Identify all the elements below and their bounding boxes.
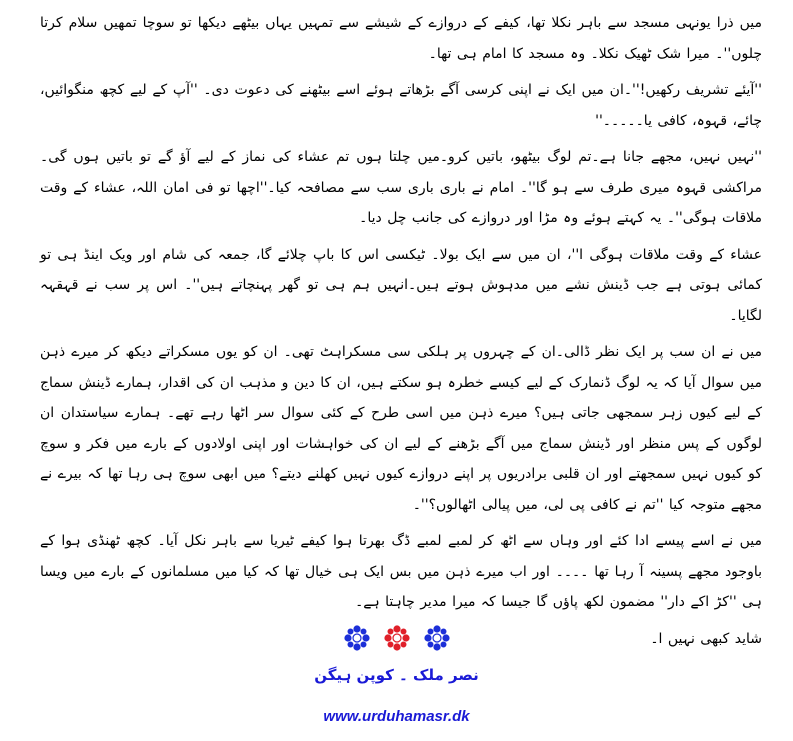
blue-star-ornament-icon [424,625,450,651]
paragraph-1: میں ذرا یونہی مسجد سے باہر نکلا تھا، کیفے کے دروازے کے شیشے سے تمہیں یہاں بیٹھے دیکھا تو سوچا تمھیں سلام کرتا چلوں''۔ میرا شک ٹھیک نکلا۔ وہ مسجد کا امام ہی تھا۔ [40,15,762,62]
paragraph-7: شاید کبھی نہیں ا۔ [650,630,762,647]
paragraph-2: ''آیئے تشریف رکھیں!''۔ان میں ایک نے اپنی کرسی آگے بڑھاتے ہوئے اسے بیٹھنے کی دعوت دی۔ ''آپ کے لیے کچھ منگوائیں، چائے، قہوہ، کافی یا۔۔۔۔۔'' [40,82,762,129]
paragraph-5: میں نے ان سب پر ایک نظر ڈالی۔ان کے چہروں پر ہلکی سی مسکراہٹ تھی۔ ان کو یوں مسکراتے دیکھ کر میرے ذہن میں سوال آیا کہ یہ لوگ ڈنمارک کے لیے کیسے خطرہ ہو سکتے ہیں، ان کا دین و مذہب ان کی اقدار، ہمارے ڈینش سماج کے لیے کیوں زہر سمجھی جاتی ہیں؟ میرے ذہن میں اسی طرح کے کئی سوال سر اٹھا رہے تھے۔ ہمارے سیاستدان ان لوگوں کے پس منظر اور ڈینش سماج میں آگے بڑھنے کے لیے ان کی خواہشات اور اپنی اولادوں کے بارے میں فکر و سوچ کو کیوں نہیں سمجھتے اور ان قلبی برادریوں پر اپنے دروازے کیوں نہیں کھلنے دیتے؟ میں ابھی سوچ ہی رہا تھا کہ بیرے نے مجھے متوجہ کیا ''تم نے کافی پی لی، میں پیالی اٹھالوں؟''۔ [40,344,762,513]
paragraph-4: عشاء کے وقت ملاقات ہوگی ا''، ان میں سے ایک بولا۔ ٹیکسی اس کا باپ چلائے گا، جمعہ کی شام اور ویک اینڈ ہی تو کمائی ہوتی ہے جب ڈینش نشے میں مدہوش ہوتے ہیں۔انہیں ہم ہی تو گھر پہنچاتے ہیں''۔ اس پر سب نے قہقہہ لگایا۔ [40,246,762,324]
author-signature: نصر ملک ۔ کوپن ہیگن [314,666,479,684]
website-link[interactable]: www.urduhamasr.dk [323,708,470,725]
red-star-ornament-icon [384,625,410,651]
story-body [40,8,762,660]
blue-star-ornament-icon [344,625,370,651]
ornament-divider [0,625,793,655]
website-link-container [0,708,793,725]
paragraph-6: میں نے اسے پیسے ادا کئے اور وہاں سے اٹھ کر لمبے لمبے ڈگ بھرتا ہوا کیفے ٹیریا سے باہر نکل آیا۔ کچھ ٹھنڈی ہوا کے باوجود مجھے پسینہ آ رہا تھا ۔۔۔۔ اور اب میرے ذہن میں بس ایک ہی خیال تھا کہ کیا میں مسلمانوں کے بارے میں ویسا ہی ''کڑ اکے دار'' مضمون لکھ پاؤں گا جیسا کہ میرا مدیر چاہتا ہے۔ [40,533,762,610]
paragraph-3: ''نہیں نہیں، مجھے جانا ہے۔تم لوگ بیٹھو، باتیں کرو۔میں چلتا ہوں تم عشاء کی نماز کے لیے آؤ گے تو باتیں ہوں گی۔مراکشی قہوہ میری طرف سے ہو گا''۔ امام نے باری باری سب سے مصافحہ کیا۔''اچھا تو فی امان اللہ، عشاء کے وقت ملاقات ہوگی''۔ یہ کہتے ہوئے وہ مڑا اور دروازے کی جانب چل دیا۔ [40,149,762,226]
